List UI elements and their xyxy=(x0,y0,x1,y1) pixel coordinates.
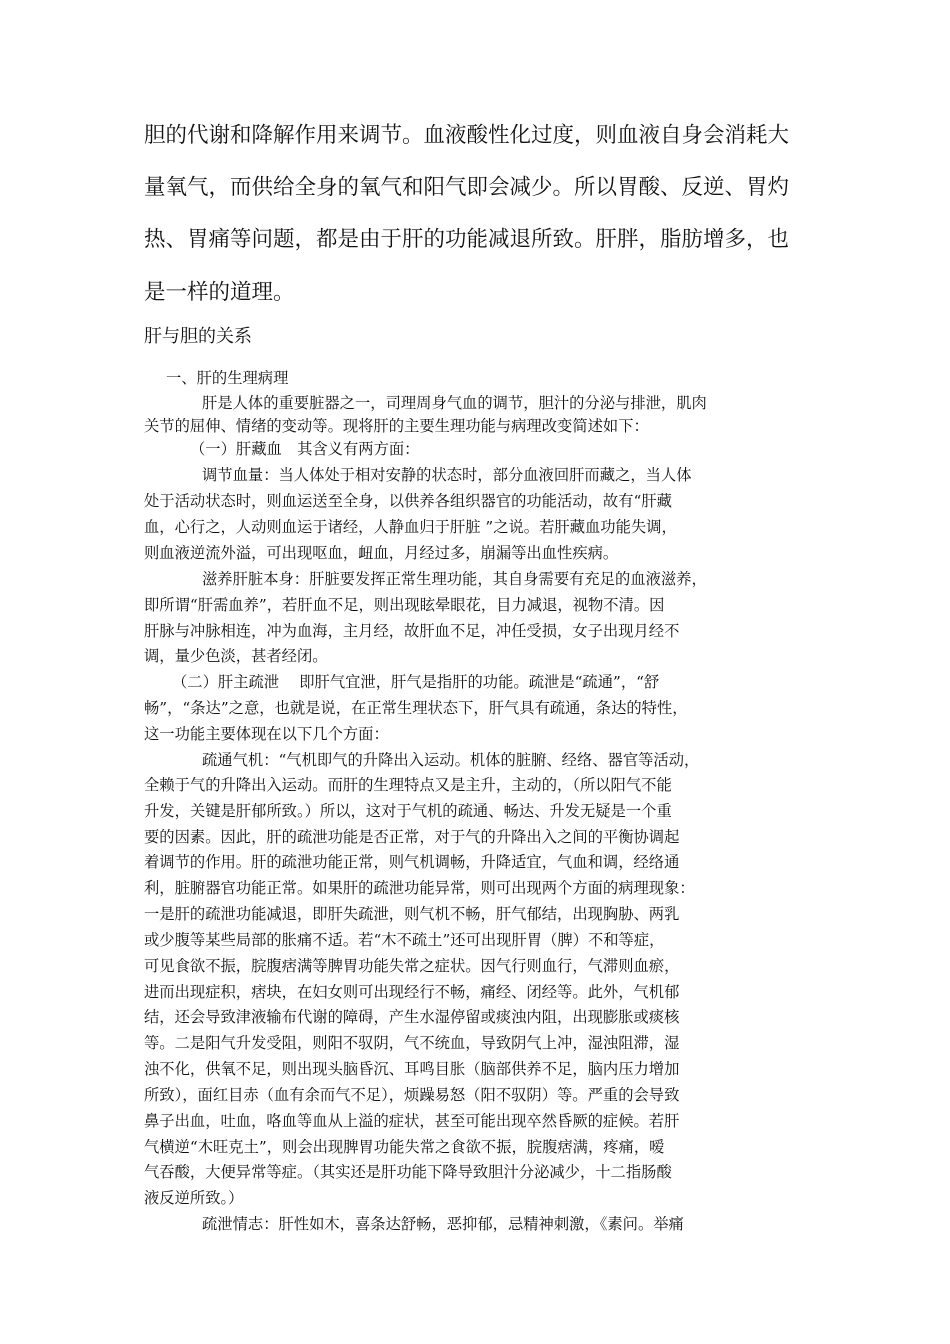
body-line: 则血液逆流外溢，可出现呕血，衄血，月经过多，崩漏等出血性疾病。 xyxy=(144,544,619,562)
body-line: 一是肝的疏泄功能减退，即肝失疏泄，则气机不畅，肝气郁结，出现胸胁、两乳 xyxy=(144,905,680,923)
body-line: 肝脉与冲脉相连，冲为血海，主月经，故肝血不足，冲任受损，女子出现月经不 xyxy=(144,622,680,640)
intro-line: 胆的代谢和降解作用来调节。血液酸性化过度，则血液自身会消耗大 xyxy=(144,123,790,148)
body-line: 所致），面红目赤（血有余而气不足），烦躁易怒（阳不驭阴）等。严重的会导致 xyxy=(144,1086,680,1104)
body-line: 调节血量：当人体处于相对安静的状态时，部分血液回肝而藏之，当人体 xyxy=(202,466,692,484)
body-line: 滋养肝脏本身：肝脏要发挥正常生理功能，其自身需要有充足的血液滋养， xyxy=(202,570,707,588)
body-line: 畅”，“条达”之意，也就是说，在正常生理状态下，肝气具有疏通，条达的特性， xyxy=(144,699,688,717)
body-line: 疏通气机：“气机即气的升降出入运动。机体的脏腑、经络、器官等活动， xyxy=(202,751,700,769)
subsection-heading: 一、肝的生理病理 xyxy=(166,369,289,387)
body-line: 气横逆“木旺克土”，则会出现脾胃功能失常之食欲不振，脘腹痞满，疼痛，嗳 xyxy=(144,1138,665,1156)
body-line: 利，脏腑器官功能正常。如果肝的疏泄功能异常，则可出现两个方面的病理现象： xyxy=(144,879,695,897)
body-line: 即所谓“肝需血养”，若肝血不足，则出现眩晕眼花，目力减退，视物不清。因 xyxy=(144,596,665,614)
body-line: 关节的屈伸、情绪的变动等。现将肝的主要生理功能与病理改变简述如下： xyxy=(144,417,649,435)
body-line: 疏泄情志：肝性如木，喜条达舒畅，恶抑郁，忌精神刺激，《素问。举痛 xyxy=(202,1215,684,1233)
intro-line: 热、胃痛等问题，都是由于肝的功能减退所致。肝胖，脂肪增多，也 xyxy=(144,227,790,252)
body-line: 气吞酸，大便异常等症。（其实还是肝功能下降导致胆汁分泌减少，十二指肠酸 xyxy=(144,1163,672,1181)
body-line: 肝是人体的重要脏器之一，司理周身气血的调节，胆汁的分泌与排泄，肌肉 xyxy=(202,394,707,412)
body-line: （二）肝主疏泄 即肝气宜泄，肝气是指肝的功能。疏泄是“疏通”，“舒 xyxy=(172,673,660,691)
intro-line: 量氧气，而供给全身的氧气和阳气即会减少。所以胃酸、反逆、胃灼 xyxy=(144,175,790,200)
body-line: 液反逆所致。） xyxy=(144,1189,244,1207)
body-line: 处于活动状态时，则血运送至全身，以供养各组织器官的功能活动，故有“肝藏 xyxy=(144,492,672,510)
body-line: 着调节的作用。肝的疏泄功能正常，则气机调畅，升降适宜，气血和调，经络通 xyxy=(144,853,680,871)
body-line: 或少腹等某些局部的胀痛不适。若“木不疏土”还可出现肝胃（脾）不和等症， xyxy=(144,931,665,949)
body-line: 浊不化，供氧不足，则出现头脑昏沉、耳鸣目胀（脑部供养不足，脑内压力增加 xyxy=(144,1060,680,1078)
body-line: （一）肝藏血 其含义有两方面： xyxy=(190,440,420,458)
body-line: 调，量少色淡，甚者经闭。 xyxy=(144,647,328,665)
body-line: 等。二是阳气升发受阻，则阳不驭阴，气不统血，导致阴气上冲，湿浊阻滞，湿 xyxy=(144,1034,680,1052)
body-line: 进而出现症积，痞块，在妇女则可出现经行不畅，痛经、闭经等。此外，气机郁 xyxy=(144,983,680,1001)
body-line: 血，心行之，人动则血运于诸经，人静血归于肝脏 ”之说。若肝藏血功能失调， xyxy=(144,518,677,536)
intro-line: 是一样的道理。 xyxy=(144,280,295,305)
body-line: 升发，关键是肝郁所致。）所以，这对于气机的疏通、畅达、升发无疑是一个重 xyxy=(144,802,672,820)
body-line: 可见食欲不振，脘腹痞满等脾胃功能失常之症状。因气行则血行，气滞则血瘀， xyxy=(144,957,680,975)
body-line: 这一功能主要体现在以下几个方面： xyxy=(144,725,389,743)
body-line: 要的因素。因此，肝的疏泄功能是否正常，对于气的升降出入之间的平衡协调起 xyxy=(144,828,680,846)
body-line: 结，还会导致津液输布代谢的障碍，产生水湿停留或痰浊内阻，出现膨胀或痰核 xyxy=(144,1008,680,1026)
body-line: 全赖于气的升降出入运动。而肝的生理特点又是主升，主动的，（所以阳气不能 xyxy=(144,776,672,794)
section-title: 肝与胆的关系 xyxy=(144,326,252,347)
body-line: 鼻子出血，吐血，咯血等血从上溢的症状，甚至可能出现卒然昏厥的症候。若肝 xyxy=(144,1112,680,1130)
